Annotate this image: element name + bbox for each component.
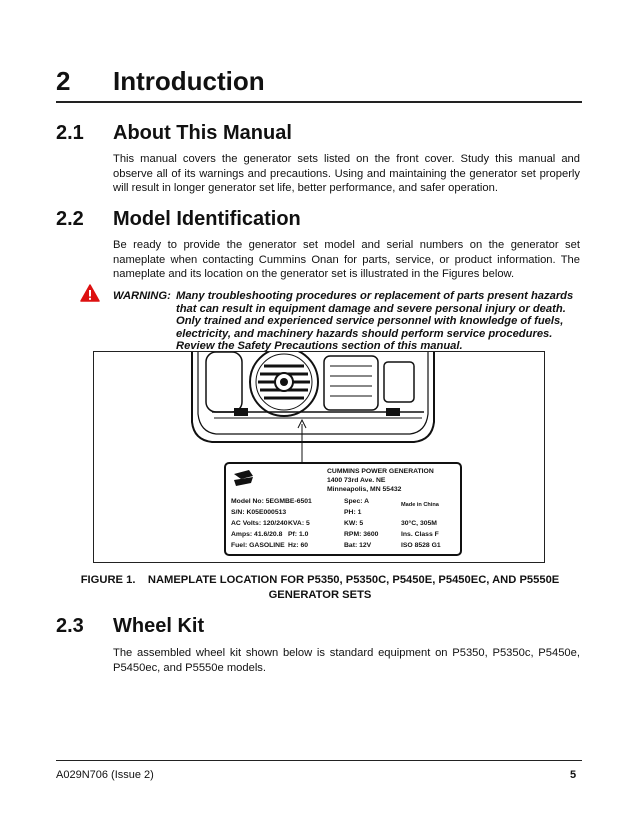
warning-text: Many troubleshooting procedures or replacement of parts present hazards that can result in equipment damage and severe personal injury or death. Only trained and experienced service personnel with knowledge of fuels, electricity, and machinery hazards should perform service procedures. Review the Safety Precautions section of this manual. (176, 290, 574, 353)
chapter-title: Introduction (113, 66, 265, 96)
section-number-2-2: 2.2 (56, 208, 84, 230)
footer-rule (56, 760, 582, 761)
nameplate-acvolts: AC Volts: 120/240 (231, 520, 288, 527)
warning-label: WARNING: (113, 290, 171, 302)
nameplate-bat: Bat: 12V (344, 542, 372, 549)
nameplate-company: CUMMINS POWER GENERATION (327, 468, 434, 475)
nameplate-iso: ISO 8528 G1 (401, 542, 441, 549)
nameplate-ph: PH: 1 (344, 509, 362, 516)
figure-caption (60, 573, 580, 602)
nameplate-rpm: RPM: 3600 (344, 531, 379, 538)
nameplate-pf: Pf: 1.0 (288, 531, 309, 538)
footer-doc-id: A029N706 (Issue 2) (56, 769, 154, 781)
nameplate-kw: KW: 5 (344, 520, 364, 527)
section-title-about-this-manual: About This Manual (113, 122, 292, 144)
section-title-wheel-kit: Wheel Kit (113, 615, 205, 637)
cummins-logo-icon (231, 468, 257, 490)
nameplate-spec: Spec: A (344, 498, 370, 505)
nameplate-address1: 1400 73rd Ave. NE (327, 477, 386, 484)
figure-label: FIGURE 1. (80, 574, 136, 586)
chapter-rule (56, 101, 582, 103)
section-body-about-this-manual: This manual covers the generator sets listed on the front cover. Study this manual and observe all of its warnings and precautions. Using and maintaining the generator set properly will result in longer generator set life, better performance, and safer operation. (113, 153, 580, 195)
nameplate-model: Model No: 5EGMBE-6501 (231, 498, 312, 505)
nameplate-made: Made in China (401, 502, 439, 508)
nameplate-fuel: Fuel: GASOLINE (231, 542, 285, 549)
figure-caption-line2: GENERATOR SETS (268, 588, 372, 601)
section-title-model-identification: Model Identification (113, 208, 301, 230)
nameplate-ins: Ins. Class F (401, 531, 439, 538)
nameplate-address2: Minneapolis, MN 55432 (327, 486, 402, 493)
page-number: 5 (570, 769, 577, 781)
section-number-2-3: 2.3 (56, 615, 84, 637)
nameplate-kva: KVA: 5 (288, 520, 310, 527)
nameplate (224, 462, 462, 556)
nameplate-hz: Hz: 60 (288, 542, 309, 549)
nameplate-temp: 30°C, 305M (401, 520, 437, 527)
chapter-number: 2 (56, 66, 71, 96)
nameplate-amps: Amps: 41.6/20.8 (231, 531, 283, 538)
warning-triangle-icon (80, 284, 100, 302)
section-number-2-1: 2.1 (56, 122, 84, 144)
section-body-wheel-kit: The assembled wheel kit shown below is standard equipment on P5350, P5350c, P5450e, P5450ec, and P5550e models. (113, 647, 580, 674)
section-body-model-identification: Be ready to provide the generator set model and serial numbers on the generator set nameplate when contacting Cummins Onan for parts, service, or product information. The nameplate and its location on the generator set is illustrated in the Figures below. (113, 239, 580, 281)
figure-caption-line1: NAMEPLATE LOCATION FOR P5350, P5350C, P5450E, P5450EC, AND P5550E (147, 574, 560, 586)
nameplate-sn: S/N: K05E000513 (231, 509, 287, 516)
